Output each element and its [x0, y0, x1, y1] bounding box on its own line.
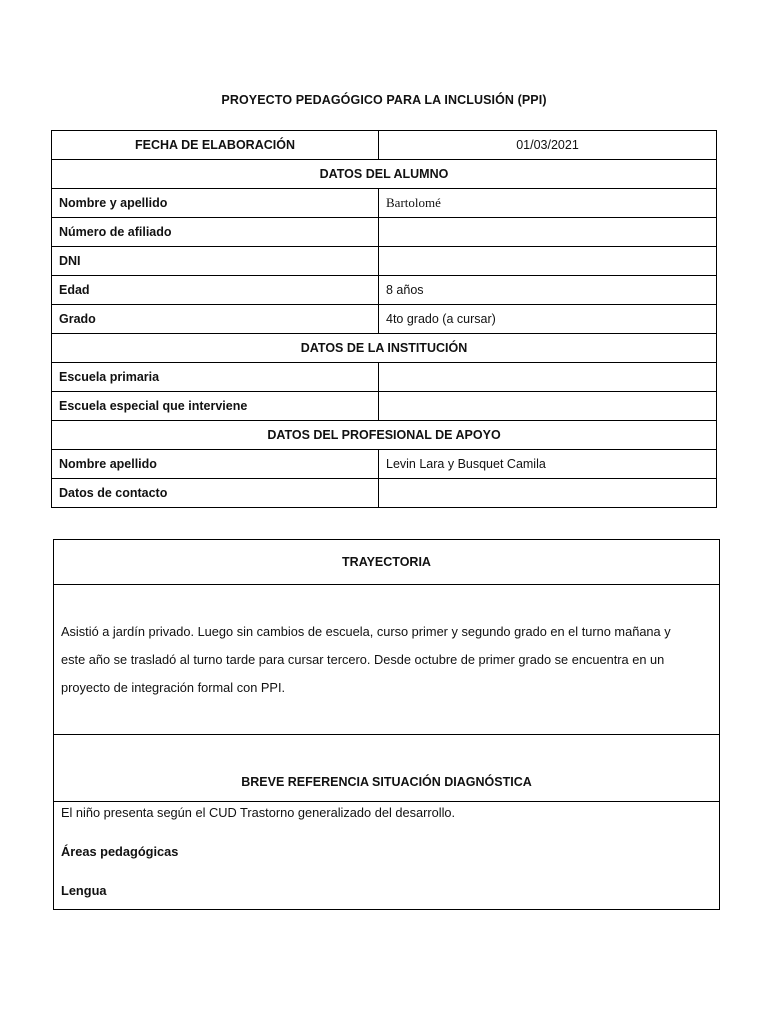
prof-nombre-label: Nombre apellido — [52, 450, 379, 479]
table-row — [52, 131, 717, 160]
trayectoria-box — [53, 539, 720, 735]
section-heading-institucion: DATOS DE LA INSTITUCIÓN — [52, 334, 717, 363]
edad-label: Edad — [52, 276, 379, 305]
table-row — [52, 421, 717, 450]
section-heading-profesional: DATOS DEL PROFESIONAL DE APOYO — [52, 421, 717, 450]
student-data-table — [51, 130, 717, 508]
contacto-value — [379, 479, 717, 508]
fecha-value: 01/03/2021 — [379, 131, 717, 160]
lengua-label: Lengua — [61, 883, 107, 898]
table-row — [52, 160, 717, 189]
table-row — [52, 363, 717, 392]
trayectoria-line: Asistió a jardín privado. Luego sin cambios de escuela, curso primer y segundo grado en el turno mañana y — [61, 624, 671, 639]
table-row — [52, 334, 717, 363]
table-row — [52, 247, 717, 276]
section-heading-alumno: DATOS DEL ALUMNO — [52, 160, 717, 189]
dni-label: DNI — [52, 247, 379, 276]
edad-value: 8 años — [379, 276, 717, 305]
contacto-label: Datos de contacto — [52, 479, 379, 508]
nombre-value: Bartolomé — [379, 189, 717, 218]
table-row — [52, 276, 717, 305]
diagnostico-text: El niño presenta según el CUD Trastorno generalizado del desarrollo. — [61, 805, 456, 820]
nombre-label: Nombre y apellido — [52, 189, 379, 218]
areas-pedagogicas-label: Áreas pedagógicas — [61, 844, 179, 859]
grado-value: 4to grado (a cursar) — [379, 305, 717, 334]
table-row — [52, 450, 717, 479]
table-row — [52, 218, 717, 247]
grado-label: Grado — [52, 305, 379, 334]
table-row — [52, 305, 717, 334]
trayectoria-heading: TRAYECTORIA — [54, 540, 719, 585]
afiliado-value — [379, 218, 717, 247]
diagnostico-heading: BREVE REFERENCIA SITUACIÓN DIAGNÓSTICA — [54, 735, 719, 802]
trayectoria-line: este año se trasladó al turno tarde para cursar tercero. Desde octubre de primer grado se encuentra en un — [61, 652, 665, 667]
table-row — [52, 189, 717, 218]
fecha-label: FECHA DE ELABORACIÓN — [52, 131, 379, 160]
primaria-value — [379, 363, 717, 392]
trayectoria-text — [61, 618, 713, 702]
table-row — [52, 392, 717, 421]
table-row — [52, 479, 717, 508]
dni-value — [379, 247, 717, 276]
primaria-label: Escuela primaria — [52, 363, 379, 392]
afiliado-label: Número de afiliado — [52, 218, 379, 247]
diagnostico-box — [53, 734, 720, 910]
especial-label: Escuela especial que interviene — [52, 392, 379, 421]
document-title: PROYECTO PEDAGÓGICO PARA LA INCLUSIÓN (PPI) — [221, 93, 547, 107]
prof-nombre-value: Levin Lara y Busquet Camila — [379, 450, 717, 479]
trayectoria-line: proyecto de integración formal con PPI. — [61, 680, 286, 695]
especial-value — [379, 392, 717, 421]
